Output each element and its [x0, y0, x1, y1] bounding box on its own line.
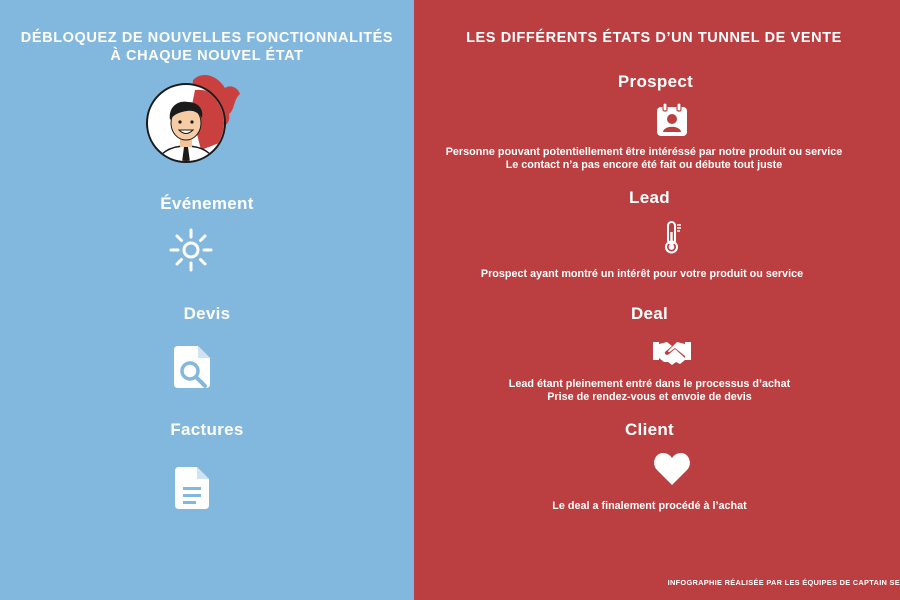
contact-card-icon	[655, 102, 689, 138]
document-text-icon	[173, 465, 211, 511]
stage-desc-line1: Personne pouvant potentiellement être intéréssé par notre produit ou service	[445, 146, 843, 158]
stage-name: Lead	[629, 188, 670, 207]
thermometer-icon	[662, 220, 684, 254]
left-title-line2: À CHAQUE NOUVEL ÉTAT	[110, 48, 304, 64]
stage-desc	[399, 500, 900, 513]
left-panel	[0, 0, 414, 600]
stage-desc-line2: Prise de rendez-vous et envoie de devis	[547, 391, 752, 403]
stage-name: Deal	[630, 304, 669, 323]
left-title-line1: DÉBLOQUEZ DE NOUVELLES FONCTIONNALITÉS	[20, 30, 394, 46]
stage-desc-line1: Prospect ayant montré un intérêt pour votre produit ou service	[480, 268, 804, 280]
stage-desc-line1: Lead étant pleinement entré dans le processus d’achat	[508, 378, 791, 390]
sun-icon	[169, 228, 213, 272]
stage-desc	[399, 378, 900, 404]
stage-desc-line1: Le deal a finalement procédé à l’achat	[552, 500, 747, 512]
right-panel	[414, 0, 900, 600]
left-title	[0, 29, 414, 65]
stage-desc	[388, 146, 900, 172]
right-title: LES DIFFÉRENTS ÉTATS D’UN TUNNEL DE VENTE	[466, 30, 842, 46]
stage-desc	[384, 268, 900, 281]
heart-icon	[653, 452, 691, 486]
credit-text: INFOGRAPHIE RÉALISÉE PAR LES ÉQUIPES DE CAPTAIN SE	[667, 578, 900, 587]
stage-desc-line2: Le contact n’a pas encore été fait ou débute tout juste	[505, 159, 783, 171]
handshake-icon	[652, 338, 692, 366]
feature-label: Événement	[160, 194, 254, 213]
feature-label: Factures	[170, 420, 244, 439]
stage-name: Prospect	[617, 72, 694, 91]
document-search-icon	[172, 344, 212, 390]
stage-name: Client	[624, 420, 675, 439]
feature-label: Devis	[183, 304, 231, 323]
superhero-avatar	[143, 70, 243, 165]
